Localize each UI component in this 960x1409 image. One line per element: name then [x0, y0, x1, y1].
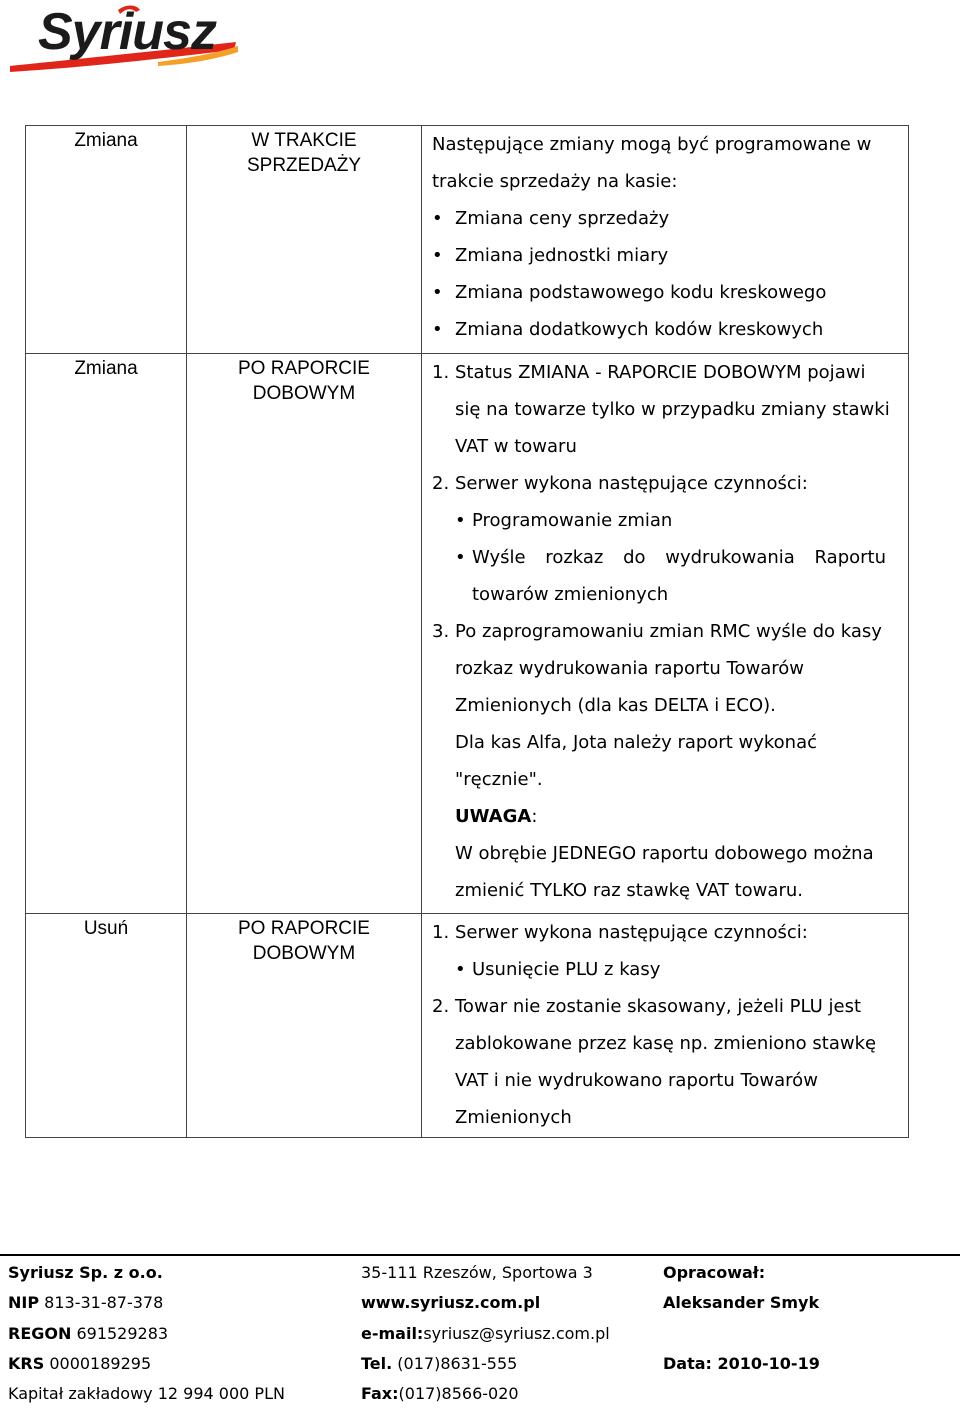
type-label: Usuń	[83, 918, 129, 939]
numbered-item: 2. Serwer wykona następujące czynności:	[432, 473, 808, 494]
document-date: Data: 2010-10-19	[663, 1353, 820, 1373]
when-line: SPRZEDAŻY	[246, 155, 362, 176]
footer-divider	[0, 1254, 960, 1256]
status-table	[25, 125, 909, 1138]
list-item: • Zmiana jednostki miary	[432, 237, 898, 274]
when-cell	[187, 354, 422, 914]
capital: Kapitał zakładowy 12 994 000 PLN	[8, 1384, 285, 1404]
table-row	[26, 126, 909, 354]
description-line: towarów zmienionych	[472, 584, 669, 605]
nip: NIP 813-31-87-378	[8, 1293, 164, 1313]
description-line: się na towarze tylko w przypadku zmiany stawki	[455, 399, 890, 420]
description-line: trakcie sprzedaży na kasie:	[432, 171, 678, 192]
description-line: Dla kas Alfa, Jota należy raport wykonać	[455, 732, 817, 753]
table-row	[26, 354, 909, 914]
description-line: zablokowane przez kasę np. zmieniono stawkę	[455, 1033, 877, 1054]
bullet-icon: •	[455, 510, 466, 531]
warning-line: W obrębie JEDNEGO raportu dobowego można	[455, 843, 874, 864]
footer-author	[663, 1258, 820, 1379]
description-line: rozkaz wydrukowania raportu Towarów	[455, 658, 804, 679]
numbered-item: 1. Serwer wykona następujące czynności:	[432, 922, 808, 943]
numbered-item: 2. Towar nie zostanie skasowany, jeżeli PLU jest	[432, 996, 862, 1017]
when-cell	[187, 914, 422, 1138]
description-cell	[422, 354, 909, 914]
description-line: "ręcznie".	[455, 769, 543, 790]
description-line: VAT i nie wydrukowano raportu Towarów	[455, 1070, 818, 1091]
fax: Fax:(017)8566-020	[361, 1384, 519, 1404]
type-cell	[26, 914, 187, 1138]
bullet-icon: •	[455, 547, 466, 568]
warning-heading: UWAGA:	[455, 806, 538, 827]
description-line: Zmienionych (dla kas DELTA i ECO).	[455, 695, 776, 716]
footer-company	[8, 1258, 285, 1409]
footer-contact	[361, 1258, 610, 1409]
bullet-icon: •	[432, 245, 443, 266]
description-cell	[422, 914, 909, 1138]
list-item: • Programowanie zmian	[432, 502, 898, 539]
company-logo	[8, 2, 238, 74]
address: 35-111 Rzeszów, Sportowa 3	[361, 1263, 593, 1282]
phone: Tel. (017)8631-555	[361, 1353, 518, 1373]
numbered-item: 3. Po zaprogramowaniu zmian RMC wyśle do kasy	[432, 621, 882, 642]
when-cell	[187, 126, 422, 354]
when-line: PO RAPORCIE	[238, 918, 370, 939]
list-item: • Usunięcie PLU z kasy	[432, 951, 898, 988]
krs: KRS 0000189295	[8, 1353, 152, 1373]
type-label: Zmiana	[74, 130, 138, 151]
description-cell	[422, 126, 909, 354]
type-cell	[26, 126, 187, 354]
bullet-icon: •	[432, 208, 443, 229]
when-line: W TRAKCIE	[251, 130, 357, 151]
when-line: PO RAPORCIE	[238, 358, 370, 379]
logo-text: Syriusz	[38, 3, 216, 61]
website-link[interactable]: www.syriusz.com.pl	[361, 1293, 541, 1313]
when-line: DOBOWYM	[252, 383, 356, 404]
list-item: • Zmiana podstawowego kodu kreskowego	[432, 274, 898, 311]
company-name: Syriusz Sp. z o.o.	[8, 1263, 163, 1282]
bullet-icon: •	[432, 282, 443, 303]
table-row	[26, 914, 909, 1138]
description-line: VAT w towaru	[455, 436, 577, 457]
list-item: • Zmiana dodatkowych kodów kreskowych	[432, 311, 898, 348]
bullet-icon: •	[432, 319, 443, 340]
type-label: Zmiana	[74, 358, 138, 379]
list-item: • Wyśle rozkaz do wydrukowania Raportu	[432, 539, 898, 576]
warning-line: zmienić TYLKO raz stawkę VAT towaru.	[455, 880, 803, 901]
numbered-item: 1. Status ZMIANA - RAPORCIE DOBOWYM pojawi	[432, 362, 866, 383]
description-line: Zmienionych	[455, 1107, 572, 1128]
prepared-by-label: Opracował:	[663, 1263, 766, 1282]
bullet-icon: •	[455, 959, 466, 980]
regon: REGON 691529283	[8, 1323, 169, 1343]
when-line: DOBOWYM	[252, 943, 356, 964]
list-item: • Zmiana ceny sprzedaży	[432, 200, 898, 237]
description-line: Następujące zmiany mogą być programowane w	[432, 134, 872, 155]
email[interactable]: e-mail:syriusz@syriusz.com.pl	[361, 1323, 610, 1343]
author-name: Aleksander Smyk	[663, 1293, 820, 1313]
type-cell	[26, 354, 187, 914]
